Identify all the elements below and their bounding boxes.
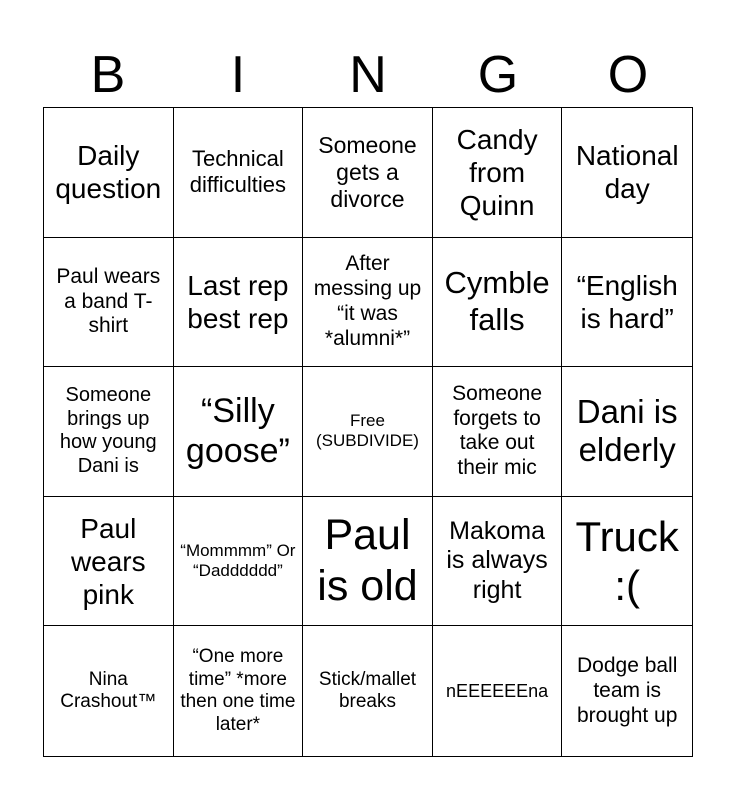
cell-text: Dodge ball team is brought up [576,654,678,727]
bingo-cell[interactable] [174,238,304,368]
cell-text: After messing up “it was *alumni*” [313,252,422,350]
cell-text: Last rep best rep [187,269,289,334]
cell-text: Stick/mallet breaks [318,668,417,713]
cell-text: “Silly goose” [185,392,290,471]
header-letter-n: N [349,46,387,104]
bingo-cell[interactable] [174,108,304,238]
header-letter-b: B [90,46,126,104]
cell-text: Technical difficulties [189,146,286,198]
cell-text: “Mommmm” Or “Dadddddd” [180,541,296,581]
bingo-cell[interactable] [303,626,433,756]
header-letter-i: I [230,46,246,104]
bingo-cell[interactable] [174,497,304,627]
cell-text: Makoma is always right [446,516,548,604]
bingo-cell[interactable] [562,108,692,238]
bingo-cell[interactable] [562,367,692,497]
bingo-cell[interactable] [433,238,563,368]
bingo-cell[interactable] [44,626,174,756]
cell-text: “English is hard” [576,269,678,334]
cell-text: nEEEEEEna [446,680,549,701]
bingo-cell[interactable] [303,367,433,497]
bingo-cell[interactable] [303,238,433,368]
cell-text: Daily question [55,140,162,205]
bingo-cell[interactable] [44,497,174,627]
cell-text: Paul wears a band T-shirt [56,264,161,338]
bingo-cell[interactable] [433,367,563,497]
bingo-header [43,44,693,106]
cell-text: Nina Crashout™ [60,668,157,713]
cell-text: Candy from Quinn [456,123,538,221]
bingo-cell[interactable] [433,108,563,238]
bingo-cell[interactable] [44,238,174,368]
cell-text: Someone forgets to take out their mic [452,381,543,480]
cell-text: “One more time” *more then one time later* [180,646,296,735]
cell-text: Dani is elderly [576,392,678,469]
cell-text: Cymble falls [444,265,550,337]
cell-text: Paul is old [317,511,418,611]
bingo-cell[interactable] [433,497,563,627]
cell-text: Free (SUBDIVIDE) [316,411,419,451]
bingo-cell[interactable] [44,108,174,238]
bingo-cell[interactable] [562,497,692,627]
bingo-cell[interactable] [433,626,563,756]
bingo-cell[interactable] [174,626,304,756]
cell-text: Someone brings up how young Dani is [59,384,157,478]
cell-text: Truck :( [575,512,679,610]
bingo-cell[interactable] [562,626,692,756]
bingo-cell[interactable] [44,367,174,497]
cell-text: Someone gets a divorce [318,131,417,212]
cell-text: Paul wears pink [70,512,146,610]
bingo-cell[interactable] [303,497,433,627]
bingo-card-grid [43,107,693,757]
bingo-cell[interactable] [303,108,433,238]
cell-text: National day [575,140,679,205]
header-letter-g: G [477,46,519,104]
header-letter-o: O [607,46,649,104]
bingo-cell[interactable] [562,238,692,368]
bingo-cell[interactable] [174,367,304,497]
